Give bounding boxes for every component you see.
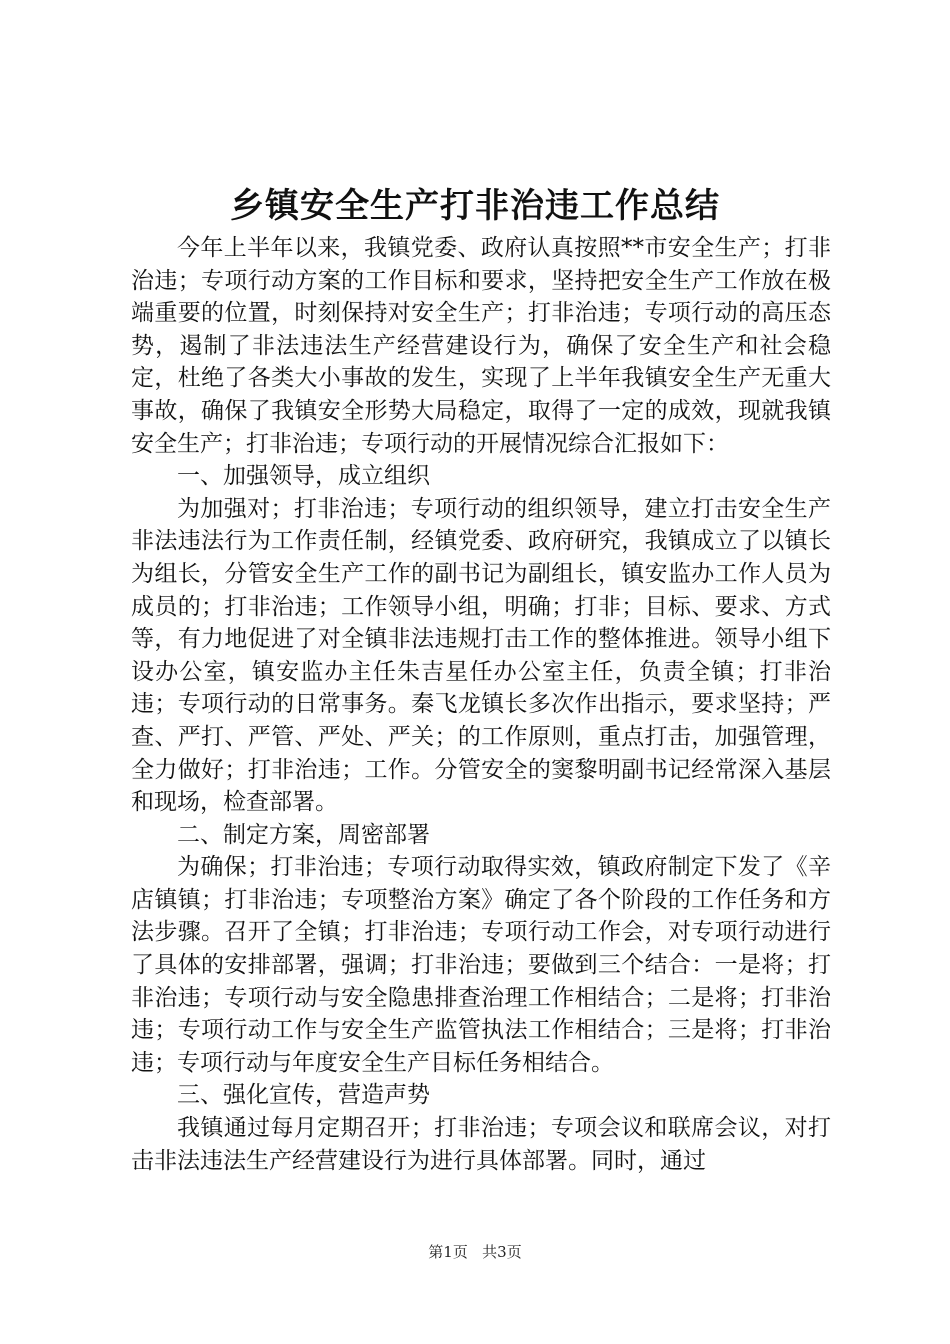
section-heading: 二、制定方案，周密部署 bbox=[177, 821, 430, 848]
document-title: 乡镇安全生产打非治违工作总结 bbox=[230, 186, 720, 226]
body-paragraph: 为加强对；打非治违；专项行动的组织领导，建立打击安全生产非法违法行为工作责任制，经镇党委、政府研究，我镇成立了以镇长为组长，分管安全生产工作的副书记为副组长，镇安监办工作人员为成员的；打非治违；工作领导小组，明确；打非；目标、要求、方式等，有力地促进了对全镇非法违规打击工作的整体推进。领导小组下设办公室，镇安监办主任朱吉星任办公室主任，负责全镇；打非治违；专项行动的日常事务。秦飞龙镇长多次作出指示，要求坚持；严查、严打、严管、严处、严关；的工作原则，重点打击，加强管理，全力做好；打非治违；工作。分管安全的窦黎明副书记经常深入基层和现场，检查部署。 bbox=[131, 495, 831, 816]
body-paragraph: 我镇通过每月定期召开；打非治违；专项会议和联席会议，对打击非法违法生产经营建设行为进行具体部署。同时，通过 bbox=[131, 1115, 831, 1174]
page-number: 第1页 bbox=[428, 1243, 468, 1261]
section-heading: 一、加强领导，成立组织 bbox=[177, 463, 430, 490]
page-footer bbox=[0, 1242, 950, 1262]
document-body bbox=[131, 232, 831, 1177]
body-paragraph: 今年上半年以来，我镇党委、政府认真按照**市安全生产；打非治违；专项行动方案的工作目标和要求，坚持把安全生产工作放在极端重要的位置，时刻保持对安全生产；打非治违；专项行动的高压态势，遏制了非法违法生产经营建设行为，确保了安全生产和社会稳定，杜绝了各类大小事故的发生，实现了上半年我镇安全生产无重大事故，确保了我镇安全形势大局稳定，取得了一定的成效，现就我镇安全生产；打非治违；专项行动的开展情况综合汇报如下： bbox=[131, 235, 831, 457]
page-total: 共3页 bbox=[482, 1243, 522, 1261]
section-heading: 三、强化宣传，营造声势 bbox=[177, 1082, 430, 1109]
body-paragraph: 为确保；打非治违；专项行动取得实效，镇政府制定下发了《辛店镇镇；打非治违；专项整治方案》确定了各个阶段的工作任务和方法步骤。召开了全镇；打非治违；专项行动工作会，对专项行动进行了具体的安排部署，强调；打非治违；要做到三个结合：一是将；打非治违；专项行动与安全隐患排查治理工作相结合；二是将；打非治违；专项行动工作与安全生产监管执法工作相结合；三是将；打非治违；专项行动与年度安全生产目标任务相结合。 bbox=[131, 854, 831, 1076]
